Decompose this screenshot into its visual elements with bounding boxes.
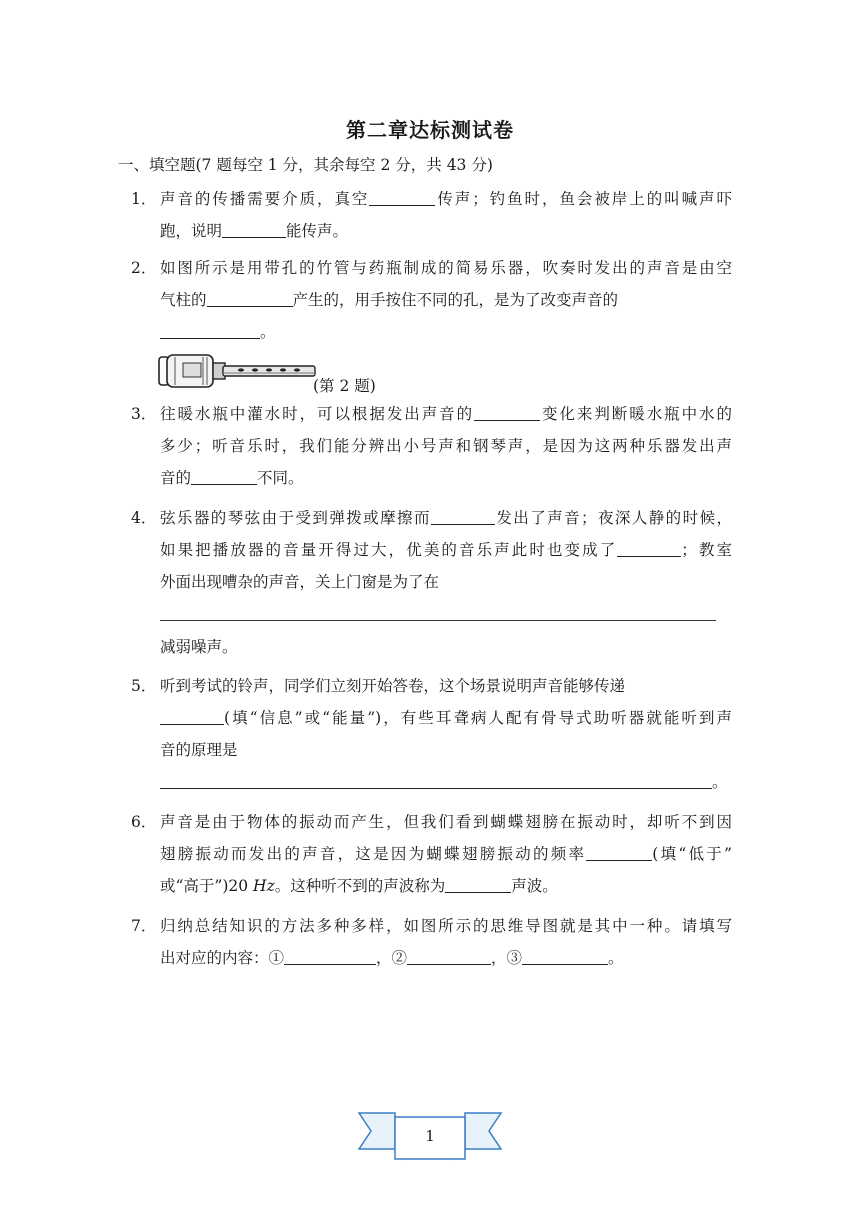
question-number: 3． [131, 405, 157, 423]
page-footer [357, 1105, 503, 1169]
question-number: 7． [131, 917, 157, 935]
question-number: 2． [131, 259, 157, 277]
question-number: 5． [131, 677, 157, 695]
answer-blank[interactable] [284, 946, 376, 965]
page-title: 第二章达标测试卷 [346, 118, 514, 142]
answer-blank[interactable] [445, 874, 511, 893]
exam-page: 第二章达标测试卷 一、填空题(7 题每空 1 分，其余每空 2 分，共 43 分) 1． 声音的传播需要介质，真空 传声；钓鱼时，鱼会被岸上的叫喊声吓 跑，说明 能传声。 2． 如图所示是用带孔的竹管与药瓶制成的简易乐器，吹奏时发出的声音是由空 气柱的 产生的，用手按住不同的孔，是为了改变声音的 。 (第 2 题) 3． 往暖水瓶中灌水时，可以根据发出声音的 变化来判断暖水瓶中水的 多少；听音乐时，我们能分辨出小号声和钢琴声，是因为这两种乐器发出声 音的 不同。 4． 弦乐器的琴弦由于受到弹拨或摩擦而 发出了声音；夜深人静的时候， 如果把播放器的音量开得过大，优美的音乐声此时也变成了 ；教室 外面出现嘈杂的声音，关上门窗是为了在 减弱噪声。 5． 听到考试的铃声，同学们立刻开始答卷，这个场景说明声音能够传递 (填“信息”或“能量”)，有些耳聋病人配有骨导式助听器就能听到声 音的原理是 。 6． 声音是由于物体的振动而产生，但我们看到蝴蝶翅膀在振动时，却听不到因 翅膀振动而发出的声音，这是因为蝴蝶翅膀振动的频率 (填“低于” 或“高于”)20 Hz。这种听不到的声波称为 声波。 7． 归纳总结知识的方法多种多样，如图所示的思维导图就是其中一种。请填写 出对应的内容：① ，② ，③ 。 1 [0, 0, 860, 1216]
unit-hz: Hz [253, 877, 275, 895]
answer-blank[interactable] [369, 187, 435, 206]
answer-blank[interactable] [407, 946, 491, 965]
question-number: 1． [131, 190, 157, 208]
bottle-flute-illustration [157, 351, 317, 395]
answer-blank[interactable] [522, 946, 608, 965]
answer-blank[interactable] [160, 320, 260, 339]
question-number: 6． [131, 813, 157, 831]
section-heading: 一、填空题(7 题每空 1 分，其余每空 2 分，共 43 分) [118, 156, 493, 174]
answer-blank[interactable] [191, 466, 257, 485]
answer-blank[interactable] [207, 288, 293, 307]
answer-blank[interactable] [586, 842, 652, 861]
page-number: 1 [425, 1127, 435, 1145]
figure-caption: (第 2 题) [313, 377, 376, 395]
answer-blank[interactable] [474, 402, 540, 421]
question-number: 4． [131, 509, 157, 527]
answer-blank[interactable] [431, 506, 495, 525]
answer-blank[interactable] [222, 219, 286, 238]
answer-line[interactable] [160, 770, 712, 789]
answer-blank[interactable] [617, 538, 681, 557]
answer-line[interactable] [160, 598, 716, 621]
answer-blank[interactable] [160, 706, 224, 725]
